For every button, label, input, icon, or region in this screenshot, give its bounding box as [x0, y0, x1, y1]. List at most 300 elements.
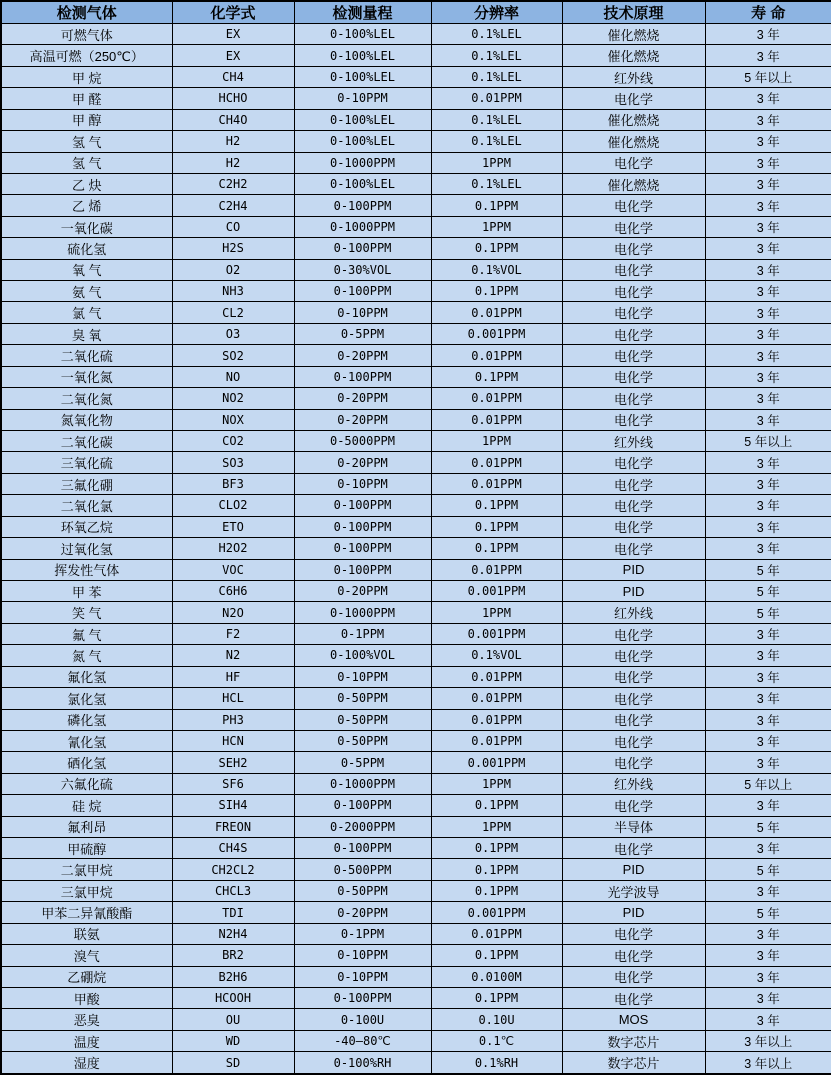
table-row — [1, 238, 831, 259]
table-row — [1, 259, 831, 280]
cell-principle: 电化学 — [562, 323, 705, 344]
cell-gas: 臭 氧 — [1, 323, 172, 344]
cell-formula: NH3 — [172, 281, 294, 302]
cell-principle: 电化学 — [562, 281, 705, 302]
cell-range: 0-100PPM — [294, 987, 431, 1008]
cell-formula: F2 — [172, 623, 294, 644]
cell-principle: 电化学 — [562, 838, 705, 859]
cell-resolution: 0.1%LEL — [431, 173, 562, 194]
cell-gas: 可燃气体 — [1, 24, 172, 45]
cell-lifespan: 3 年 — [705, 152, 831, 173]
cell-principle: 电化学 — [562, 923, 705, 944]
cell-lifespan: 3 年 — [705, 131, 831, 152]
cell-principle: 电化学 — [562, 795, 705, 816]
cell-formula: C2H4 — [172, 195, 294, 216]
cell-range: 0-100PPM — [294, 795, 431, 816]
cell-range: 0-10PPM — [294, 945, 431, 966]
cell-lifespan: 3 年 — [705, 281, 831, 302]
cell-range: 0-100%LEL — [294, 66, 431, 87]
table-row — [1, 966, 831, 987]
table-row — [1, 773, 831, 794]
cell-resolution: 0.001PPM — [431, 752, 562, 773]
cell-gas: 甲苯二异氰酸酯 — [1, 902, 172, 923]
cell-formula: H2 — [172, 152, 294, 173]
cell-principle: 电化学 — [562, 216, 705, 237]
cell-formula: EX — [172, 24, 294, 45]
cell-formula: SIH4 — [172, 795, 294, 816]
cell-principle: 电化学 — [562, 516, 705, 537]
cell-range: 0-20PPM — [294, 409, 431, 430]
cell-gas: 恶臭 — [1, 1009, 172, 1030]
cell-lifespan: 3 年 — [705, 88, 831, 109]
cell-principle: 电化学 — [562, 709, 705, 730]
table-row — [1, 345, 831, 366]
cell-gas: 氯 气 — [1, 302, 172, 323]
table-row — [1, 66, 831, 87]
cell-principle: 电化学 — [562, 645, 705, 666]
cell-formula: OU — [172, 1009, 294, 1030]
cell-resolution: 1PPM — [431, 816, 562, 837]
cell-gas: 硒化氢 — [1, 752, 172, 773]
table-row — [1, 838, 831, 859]
cell-lifespan: 5 年以上 — [705, 773, 831, 794]
cell-range: 0-10PPM — [294, 666, 431, 687]
cell-formula: C6H6 — [172, 580, 294, 601]
cell-range: 0-50PPM — [294, 709, 431, 730]
cell-lifespan: 3 年 — [705, 452, 831, 473]
cell-gas: 甲 醛 — [1, 88, 172, 109]
cell-gas: 二氯甲烷 — [1, 859, 172, 880]
header-row — [1, 1, 831, 24]
cell-resolution: 0.01PPM — [431, 473, 562, 494]
table-row — [1, 302, 831, 323]
cell-formula: N2H4 — [172, 923, 294, 944]
cell-gas: 甲 苯 — [1, 580, 172, 601]
cell-range: 0-20PPM — [294, 388, 431, 409]
cell-gas: 三氟化硼 — [1, 473, 172, 494]
cell-range: 0-50PPM — [294, 688, 431, 709]
cell-range: 0-100PPM — [294, 366, 431, 387]
cell-lifespan: 3 年 — [705, 323, 831, 344]
cell-range: 0-5PPM — [294, 323, 431, 344]
table-row — [1, 281, 831, 302]
cell-principle: 电化学 — [562, 238, 705, 259]
column-header-principle: 技术原理 — [562, 1, 705, 24]
cell-principle: 电化学 — [562, 688, 705, 709]
cell-lifespan: 3 年 — [705, 987, 831, 1008]
cell-principle: 电化学 — [562, 730, 705, 751]
table-row — [1, 216, 831, 237]
cell-gas: 湿度 — [1, 1052, 172, 1074]
table-row — [1, 495, 831, 516]
cell-gas: 氢 气 — [1, 131, 172, 152]
cell-resolution: 0.01PPM — [431, 345, 562, 366]
cell-principle: 红外线 — [562, 602, 705, 623]
cell-lifespan: 3 年 — [705, 409, 831, 430]
cell-principle: MOS — [562, 1009, 705, 1030]
cell-resolution: 0.1PPM — [431, 538, 562, 559]
cell-range: 0-5PPM — [294, 752, 431, 773]
cell-gas: 溴气 — [1, 945, 172, 966]
cell-principle: 光学波导 — [562, 880, 705, 901]
cell-gas: 氟 气 — [1, 623, 172, 644]
cell-lifespan: 3 年 — [705, 109, 831, 130]
cell-lifespan: 3 年 — [705, 923, 831, 944]
cell-resolution: 0.1%LEL — [431, 66, 562, 87]
cell-principle: 电化学 — [562, 366, 705, 387]
cell-principle: 催化燃烧 — [562, 45, 705, 66]
cell-principle: 电化学 — [562, 152, 705, 173]
cell-formula: SEH2 — [172, 752, 294, 773]
cell-principle: 电化学 — [562, 987, 705, 1008]
cell-principle: 电化学 — [562, 259, 705, 280]
cell-range: 0-1000PPM — [294, 152, 431, 173]
cell-formula: SD — [172, 1052, 294, 1074]
cell-range: 0-30%VOL — [294, 259, 431, 280]
table-row — [1, 45, 831, 66]
cell-range: 0-100%LEL — [294, 45, 431, 66]
cell-lifespan: 3 年 — [705, 216, 831, 237]
table-row — [1, 323, 831, 344]
cell-resolution: 0.1PPM — [431, 238, 562, 259]
cell-lifespan: 5 年以上 — [705, 431, 831, 452]
cell-range: 0-100%LEL — [294, 109, 431, 130]
cell-formula: HCOOH — [172, 987, 294, 1008]
table-row — [1, 473, 831, 494]
cell-principle: 催化燃烧 — [562, 173, 705, 194]
cell-gas: 甲 烷 — [1, 66, 172, 87]
cell-resolution: 0.1%LEL — [431, 131, 562, 152]
table-row — [1, 452, 831, 473]
cell-lifespan: 5 年以上 — [705, 66, 831, 87]
cell-range: 0-10PPM — [294, 88, 431, 109]
cell-lifespan: 3 年 — [705, 795, 831, 816]
cell-principle: 催化燃烧 — [562, 131, 705, 152]
cell-formula: CH2CL2 — [172, 859, 294, 880]
cell-gas: 环氧乙烷 — [1, 516, 172, 537]
cell-lifespan: 3 年 — [705, 730, 831, 751]
column-header-formula: 化学式 — [172, 1, 294, 24]
cell-formula: CO2 — [172, 431, 294, 452]
cell-principle: 半导体 — [562, 816, 705, 837]
table-row — [1, 431, 831, 452]
cell-gas: 挥发性气体 — [1, 559, 172, 580]
cell-range: 0-100PPM — [294, 538, 431, 559]
cell-formula: CLO2 — [172, 495, 294, 516]
cell-gas: 乙 烯 — [1, 195, 172, 216]
cell-principle: PID — [562, 580, 705, 601]
cell-formula: C2H2 — [172, 173, 294, 194]
column-header-lifespan: 寿 命 — [705, 1, 831, 24]
cell-resolution: 0.1%VOL — [431, 645, 562, 666]
cell-gas: 氮 气 — [1, 645, 172, 666]
cell-range: 0-100%VOL — [294, 645, 431, 666]
cell-lifespan: 5 年 — [705, 859, 831, 880]
cell-range: 0-20PPM — [294, 345, 431, 366]
cell-resolution: 0.01PPM — [431, 923, 562, 944]
cell-formula: CHCL3 — [172, 880, 294, 901]
cell-lifespan: 5 年 — [705, 602, 831, 623]
cell-lifespan: 3 年 — [705, 709, 831, 730]
cell-lifespan: 3 年 — [705, 238, 831, 259]
table-row — [1, 602, 831, 623]
cell-resolution: 0.1PPM — [431, 281, 562, 302]
cell-range: 0-100PPM — [294, 238, 431, 259]
cell-range: 0-20PPM — [294, 580, 431, 601]
cell-resolution: 0.01PPM — [431, 709, 562, 730]
table-row — [1, 816, 831, 837]
column-header-gas: 检测气体 — [1, 1, 172, 24]
table-row — [1, 1030, 831, 1051]
cell-range: 0-1000PPM — [294, 602, 431, 623]
cell-formula: NO2 — [172, 388, 294, 409]
cell-lifespan: 3 年 — [705, 752, 831, 773]
cell-gas: 甲硫醇 — [1, 838, 172, 859]
cell-resolution: 0.01PPM — [431, 730, 562, 751]
cell-principle: 电化学 — [562, 302, 705, 323]
table-row — [1, 173, 831, 194]
cell-formula: NO — [172, 366, 294, 387]
cell-resolution: 1PPM — [431, 152, 562, 173]
cell-resolution: 0.1PPM — [431, 516, 562, 537]
cell-lifespan: 3 年 — [705, 345, 831, 366]
cell-lifespan: 5 年 — [705, 580, 831, 601]
table-row — [1, 1052, 831, 1074]
cell-lifespan: 3 年 — [705, 195, 831, 216]
cell-formula: PH3 — [172, 709, 294, 730]
cell-gas: 甲 醇 — [1, 109, 172, 130]
cell-gas: 氰化氢 — [1, 730, 172, 751]
cell-gas: 乙 炔 — [1, 173, 172, 194]
cell-range: 0-100PPM — [294, 281, 431, 302]
cell-gas: 高温可燃（250℃） — [1, 45, 172, 66]
cell-gas: 氮氧化物 — [1, 409, 172, 430]
cell-range: 0-1000PPM — [294, 216, 431, 237]
table-row — [1, 580, 831, 601]
cell-gas: 氟利昂 — [1, 816, 172, 837]
cell-range: 0-50PPM — [294, 880, 431, 901]
table-row — [1, 623, 831, 644]
table-row — [1, 945, 831, 966]
cell-gas: 二氧化硫 — [1, 345, 172, 366]
cell-range: 0-100PPM — [294, 516, 431, 537]
cell-resolution: 0.001PPM — [431, 580, 562, 601]
cell-range: 0-10PPM — [294, 966, 431, 987]
cell-principle: 数字芯片 — [562, 1030, 705, 1051]
table-row — [1, 195, 831, 216]
cell-resolution: 0.01PPM — [431, 388, 562, 409]
cell-resolution: 0.01PPM — [431, 666, 562, 687]
cell-gas: 温度 — [1, 1030, 172, 1051]
table-row — [1, 409, 831, 430]
cell-formula: H2 — [172, 131, 294, 152]
cell-formula: CH4S — [172, 838, 294, 859]
cell-formula: SO2 — [172, 345, 294, 366]
cell-gas: 过氧化氢 — [1, 538, 172, 559]
cell-gas: 乙硼烷 — [1, 966, 172, 987]
cell-principle: 红外线 — [562, 773, 705, 794]
cell-formula: HF — [172, 666, 294, 687]
cell-resolution: 0.1PPM — [431, 495, 562, 516]
cell-resolution: 1PPM — [431, 216, 562, 237]
cell-gas: 二氧化氮 — [1, 388, 172, 409]
table-row — [1, 516, 831, 537]
cell-lifespan: 5 年 — [705, 902, 831, 923]
cell-principle: 电化学 — [562, 409, 705, 430]
table-row — [1, 1009, 831, 1030]
cell-formula: NOX — [172, 409, 294, 430]
cell-range: 0-100%RH — [294, 1052, 431, 1074]
table-row — [1, 559, 831, 580]
cell-lifespan: 5 年 — [705, 816, 831, 837]
table-row — [1, 709, 831, 730]
cell-gas: 磷化氢 — [1, 709, 172, 730]
cell-range: 0-500PPM — [294, 859, 431, 880]
cell-resolution: 0.01PPM — [431, 88, 562, 109]
cell-gas: 氟化氢 — [1, 666, 172, 687]
cell-resolution: 0.1℃ — [431, 1030, 562, 1051]
cell-formula: N2 — [172, 645, 294, 666]
cell-resolution: 0.1%RH — [431, 1052, 562, 1074]
cell-gas: 氢 气 — [1, 152, 172, 173]
cell-lifespan: 3 年 — [705, 688, 831, 709]
cell-formula: CH4O — [172, 109, 294, 130]
cell-formula: H2O2 — [172, 538, 294, 559]
cell-formula: FREON — [172, 816, 294, 837]
table-row — [1, 152, 831, 173]
cell-formula: BF3 — [172, 473, 294, 494]
cell-range: 0-50PPM — [294, 730, 431, 751]
cell-resolution: 0.001PPM — [431, 623, 562, 644]
cell-lifespan: 3 年 — [705, 880, 831, 901]
table-row — [1, 880, 831, 901]
cell-principle: PID — [562, 859, 705, 880]
table-row — [1, 902, 831, 923]
table-row — [1, 923, 831, 944]
cell-lifespan: 5 年 — [705, 559, 831, 580]
cell-formula: BR2 — [172, 945, 294, 966]
cell-formula: VOC — [172, 559, 294, 580]
cell-formula: CL2 — [172, 302, 294, 323]
cell-principle: 电化学 — [562, 752, 705, 773]
cell-lifespan: 3 年 — [705, 302, 831, 323]
cell-range: 0-20PPM — [294, 902, 431, 923]
table-row — [1, 388, 831, 409]
cell-principle: 电化学 — [562, 473, 705, 494]
cell-resolution: 0.001PPM — [431, 323, 562, 344]
cell-lifespan: 3 年 — [705, 173, 831, 194]
cell-lifespan: 3 年 — [705, 666, 831, 687]
cell-gas: 笑 气 — [1, 602, 172, 623]
cell-resolution: 0.1PPM — [431, 366, 562, 387]
cell-formula: N2O — [172, 602, 294, 623]
cell-resolution: 0.1PPM — [431, 795, 562, 816]
cell-formula: H2S — [172, 238, 294, 259]
cell-resolution: 0.01PPM — [431, 302, 562, 323]
cell-lifespan: 3 年以上 — [705, 1052, 831, 1074]
cell-resolution: 1PPM — [431, 431, 562, 452]
cell-lifespan: 3 年 — [705, 259, 831, 280]
cell-range: 0-1000PPM — [294, 773, 431, 794]
cell-principle: 电化学 — [562, 538, 705, 559]
cell-principle: 电化学 — [562, 966, 705, 987]
cell-gas: 硫化氢 — [1, 238, 172, 259]
table-row — [1, 538, 831, 559]
cell-resolution: 0.01PPM — [431, 559, 562, 580]
cell-resolution: 0.0100M — [431, 966, 562, 987]
table-row — [1, 730, 831, 751]
cell-gas: 一氧化氮 — [1, 366, 172, 387]
cell-lifespan: 3 年 — [705, 516, 831, 537]
column-header-range: 检测量程 — [294, 1, 431, 24]
cell-resolution: 0.1%LEL — [431, 24, 562, 45]
cell-principle: 催化燃烧 — [562, 24, 705, 45]
cell-gas: 三氧化硫 — [1, 452, 172, 473]
cell-principle: 电化学 — [562, 945, 705, 966]
cell-resolution: 0.01PPM — [431, 688, 562, 709]
cell-principle: 电化学 — [562, 345, 705, 366]
cell-range: 0-100PPM — [294, 838, 431, 859]
cell-formula: HCN — [172, 730, 294, 751]
cell-resolution: 0.001PPM — [431, 902, 562, 923]
cell-formula: EX — [172, 45, 294, 66]
cell-range: 0-10PPM — [294, 473, 431, 494]
cell-principle: 催化燃烧 — [562, 109, 705, 130]
cell-lifespan: 3 年 — [705, 366, 831, 387]
cell-principle: 电化学 — [562, 495, 705, 516]
cell-principle: 红外线 — [562, 431, 705, 452]
cell-lifespan: 3 年 — [705, 1009, 831, 1030]
cell-gas: 六氟化硫 — [1, 773, 172, 794]
cell-resolution: 0.1PPM — [431, 859, 562, 880]
cell-gas: 二氧化碳 — [1, 431, 172, 452]
cell-principle: PID — [562, 902, 705, 923]
cell-lifespan: 3 年 — [705, 388, 831, 409]
cell-range: 0-100U — [294, 1009, 431, 1030]
table-row — [1, 752, 831, 773]
cell-range: 0-100%LEL — [294, 173, 431, 194]
table-row — [1, 795, 831, 816]
cell-resolution: 0.01PPM — [431, 409, 562, 430]
cell-range: 0-10PPM — [294, 302, 431, 323]
cell-range: 0-1PPM — [294, 923, 431, 944]
cell-principle: 电化学 — [562, 623, 705, 644]
cell-resolution: 0.1%LEL — [431, 45, 562, 66]
cell-resolution: 1PPM — [431, 773, 562, 794]
cell-resolution: 0.1PPM — [431, 987, 562, 1008]
cell-formula: WD — [172, 1030, 294, 1051]
cell-principle: 数字芯片 — [562, 1052, 705, 1074]
cell-gas: 硅 烷 — [1, 795, 172, 816]
cell-formula: O3 — [172, 323, 294, 344]
cell-range: -40—80℃ — [294, 1030, 431, 1051]
cell-lifespan: 3 年 — [705, 645, 831, 666]
cell-lifespan: 3 年 — [705, 838, 831, 859]
cell-lifespan: 3 年以上 — [705, 1030, 831, 1051]
cell-principle: 电化学 — [562, 388, 705, 409]
cell-range: 0-5000PPM — [294, 431, 431, 452]
cell-lifespan: 3 年 — [705, 495, 831, 516]
cell-gas: 氯化氢 — [1, 688, 172, 709]
cell-resolution: 0.01PPM — [431, 452, 562, 473]
cell-principle: 电化学 — [562, 88, 705, 109]
cell-lifespan: 3 年 — [705, 538, 831, 559]
table-row — [1, 131, 831, 152]
table-row — [1, 645, 831, 666]
cell-range: 0-100PPM — [294, 495, 431, 516]
cell-gas: 三氯甲烷 — [1, 880, 172, 901]
cell-formula: O2 — [172, 259, 294, 280]
